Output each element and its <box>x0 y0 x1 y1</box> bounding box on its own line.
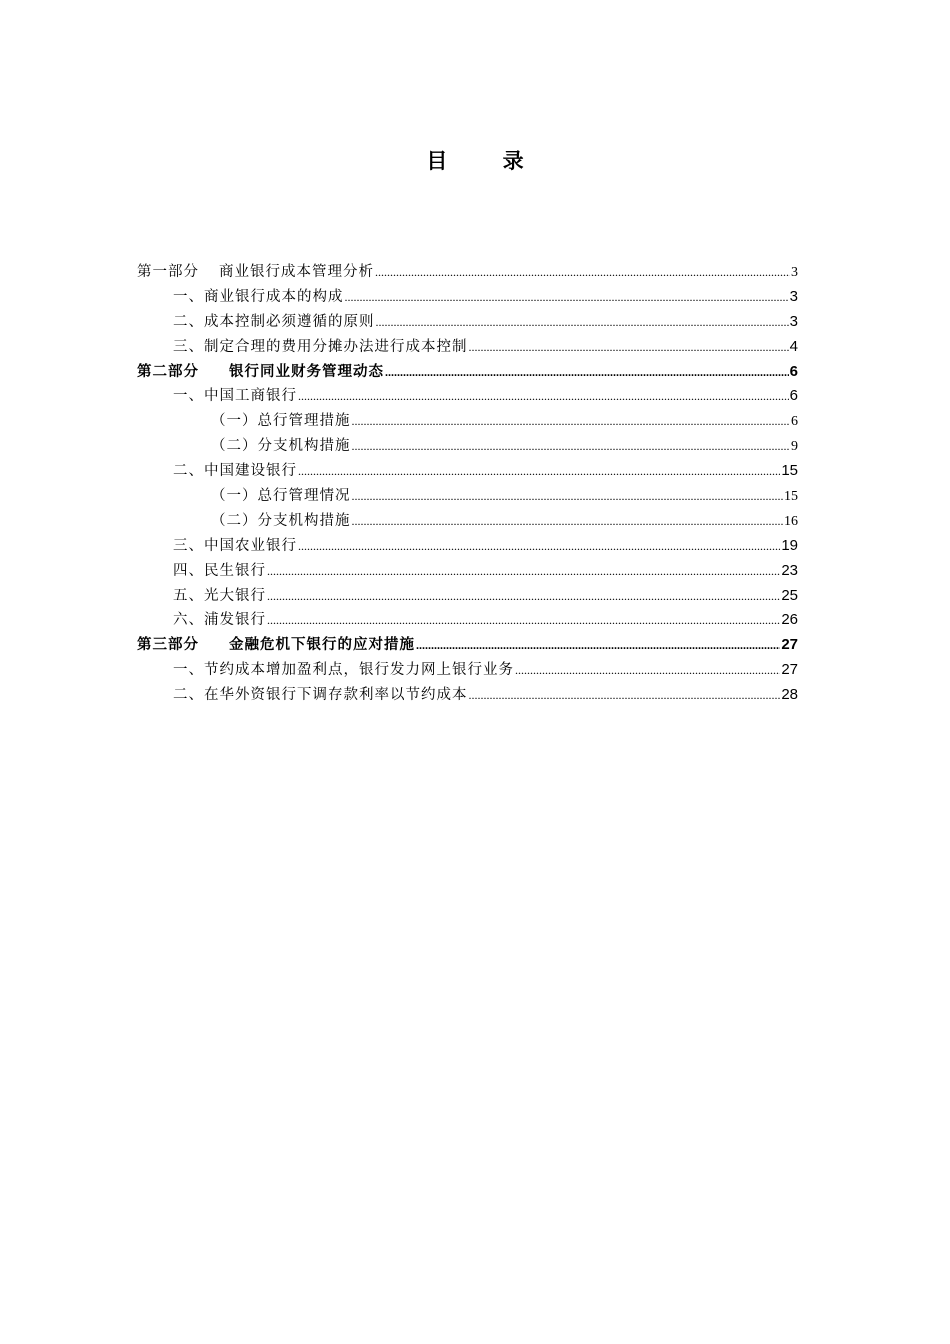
page-number: 28 <box>781 686 798 704</box>
toc-entry[interactable] <box>137 335 798 360</box>
entry-text: 一、节约成本增加盈利点，银行发力网上银行业务 <box>173 662 514 679</box>
toc-entry[interactable] <box>137 559 798 584</box>
part-prefix: 第一部分 <box>137 264 199 280</box>
toc-entry[interactable] <box>137 658 798 683</box>
entry-text: （一）总行管理情况 <box>211 488 351 505</box>
page-number: 3 <box>789 287 798 305</box>
dot-leader <box>376 315 789 330</box>
page-number: 15 <box>781 462 798 480</box>
entry-text: 银行同业财务管理动态 <box>229 363 384 380</box>
dot-leader <box>469 340 789 355</box>
dot-leader <box>352 439 791 454</box>
dot-leader <box>375 265 790 280</box>
page-number: 27 <box>781 661 798 679</box>
page-number: 3 <box>789 312 798 330</box>
page-number: 25 <box>781 586 798 604</box>
toc-entry[interactable] <box>137 310 798 335</box>
dot-leader <box>469 688 781 703</box>
entry-text: 金融危机下银行的应对措施 <box>229 637 415 654</box>
entry-text: 一、商业银行成本的构成 <box>173 288 344 305</box>
page-number: 9 <box>791 439 798 455</box>
entry-text: 三、中国农业银行 <box>173 537 297 554</box>
dot-leader <box>352 489 784 504</box>
page-number: 26 <box>781 611 798 629</box>
page-number: 6 <box>791 414 798 430</box>
toc-entry[interactable] <box>137 360 798 385</box>
page-number: 6 <box>789 362 798 380</box>
entry-text: 一、中国工商银行 <box>173 388 297 405</box>
toc-entry[interactable] <box>137 434 798 459</box>
dot-leader <box>385 365 789 380</box>
entry-text: 二、成本控制必须遵循的原则 <box>173 313 375 330</box>
page-number: 6 <box>789 387 798 405</box>
entry-text: 四、民生银行 <box>173 562 266 579</box>
dot-leader <box>298 389 789 404</box>
toc-entry[interactable] <box>137 260 798 285</box>
entry-text: 三、制定合理的费用分摊办法进行成本控制 <box>173 338 468 355</box>
part-prefix: 第二部分 <box>137 363 199 380</box>
table-of-contents <box>137 260 798 708</box>
entry-text: （二）分支机构措施 <box>211 512 351 529</box>
dot-leader <box>267 589 780 604</box>
dot-leader <box>298 539 780 554</box>
toc-entry[interactable] <box>137 683 798 708</box>
page-number: 16 <box>784 513 798 529</box>
toc-title: 目 录 <box>426 149 548 173</box>
entry-text: （二）分支机构措施 <box>211 438 351 455</box>
entry-text: 二、在华外资银行下调存款利率以节约成本 <box>173 687 468 704</box>
toc-entry[interactable] <box>137 384 798 409</box>
page-number: 4 <box>789 337 798 355</box>
page-number: 15 <box>784 489 798 505</box>
page-number: 3 <box>791 265 798 280</box>
toc-entry[interactable] <box>137 633 798 658</box>
dot-leader <box>298 464 780 479</box>
page-number: 19 <box>781 536 798 554</box>
entry-text: 五、光大银行 <box>173 587 266 604</box>
entry-text: （一）总行管理措施 <box>211 413 351 430</box>
toc-entry[interactable] <box>137 534 798 559</box>
part-prefix: 第三部分 <box>137 637 199 654</box>
dot-leader <box>267 564 780 579</box>
toc-entry[interactable] <box>137 584 798 609</box>
toc-entry[interactable] <box>137 608 798 633</box>
page-number: 27 <box>781 636 798 654</box>
dot-leader <box>267 613 780 628</box>
entry-text: 六、浦发银行 <box>173 612 266 629</box>
entry-text: 二、中国建设银行 <box>173 463 297 480</box>
toc-entry[interactable] <box>137 409 798 434</box>
dot-leader <box>416 638 780 653</box>
toc-entry[interactable] <box>137 459 798 484</box>
dot-leader <box>345 290 789 305</box>
page-number: 23 <box>781 561 798 579</box>
toc-entry[interactable] <box>137 509 798 534</box>
entry-text: 商业银行成本管理分析 <box>219 264 374 280</box>
dot-leader <box>352 414 791 429</box>
toc-entry[interactable] <box>137 484 798 509</box>
toc-entry[interactable] <box>137 285 798 310</box>
dot-leader <box>352 514 784 529</box>
dot-leader <box>515 663 780 678</box>
